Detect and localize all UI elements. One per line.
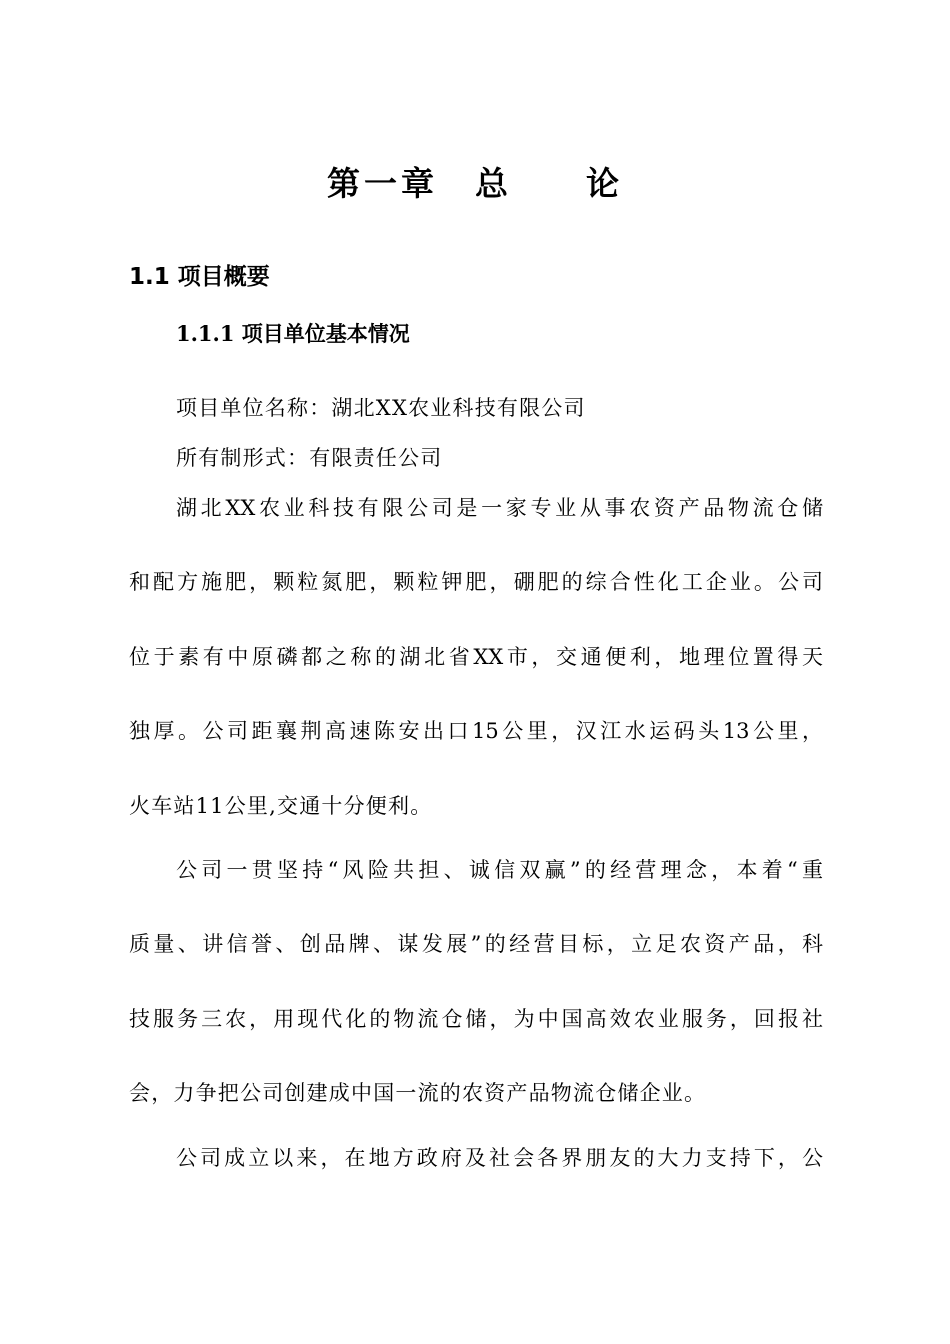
paragraph-line: 会，力争把公司创建成中国一流的农资产品物流仓储企业。 (129, 1081, 707, 1105)
paragraph-line: 和配方施肥，颗粒氮肥，颗粒钾肥，硼肥的综合性化工企业。公司 (129, 570, 823, 594)
paragraph-line: 独厚。公司距襄荆高速陈安出口15公里，汉江水运码头13公里， (129, 719, 823, 743)
paragraph-line: 位于素有中原磷都之称的湖北省XX市，交通便利，地理位置得天 (129, 645, 823, 669)
paragraph-line: 公司一贯坚持“风险共担、诚信双赢”的经营理念，本着“重 (176, 858, 823, 882)
chapter-title: 第一章 总 论 (327, 164, 623, 203)
paragraph-line: 湖北XX农业科技有限公司是一家专业从事农资产品物流仓储 (176, 496, 823, 520)
ownership-line: 所有制形式：有限责任公司 (176, 446, 443, 470)
paragraph-line: 技服务三农，用现代化的物流仓储，为中国高效农业服务，回报社 (129, 1007, 823, 1031)
paragraph-line: 火车站11公里,交通十分便利。 (129, 794, 433, 818)
company-name-line: 项目单位名称：湖北XX农业科技有限公司 (176, 396, 586, 420)
section-heading-1-1: 1.1 项目概要 (129, 264, 270, 290)
paragraph-line: 质量、讲信誉、创品牌、谋发展”的经营目标，立足农资产品，科 (129, 932, 823, 956)
paragraph-line: 公司成立以来，在地方政府及社会各界朋友的大力支持下，公 (176, 1146, 823, 1170)
section-heading-1-1-1: 1.1.1 项目单位基本情况 (176, 321, 410, 346)
